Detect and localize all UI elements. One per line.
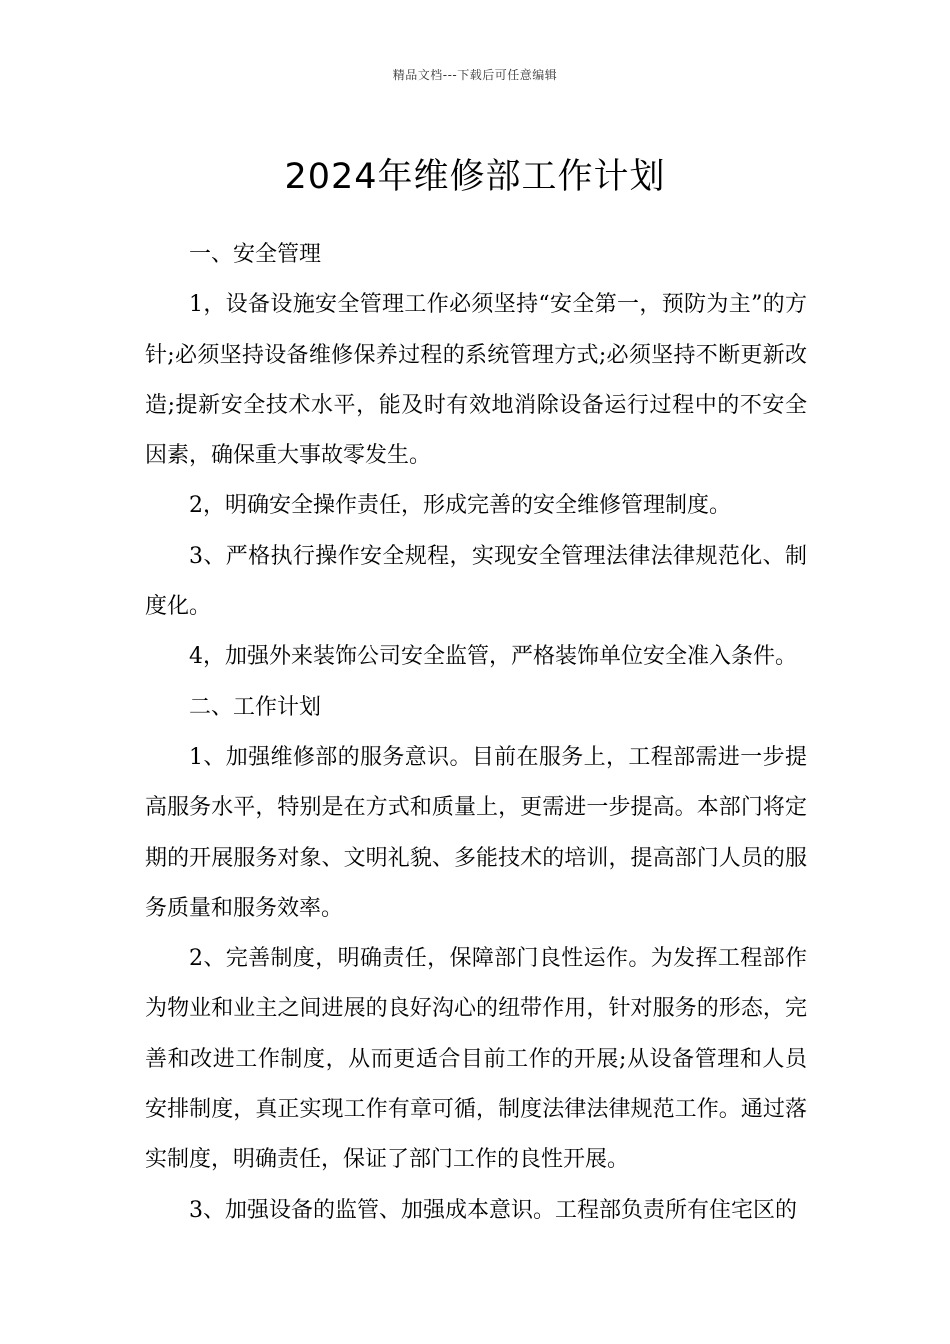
section-heading-work-plan: 二、工作计划 — [189, 694, 322, 720]
document-title: 2024年维修部工作计划 — [284, 157, 666, 198]
paragraph: 1、加强维修部的服务意识。目前在服务上，工程部需进一步提高服务水平，特别是在方式和质量上，更需进一步提高。本部门将定期的开展服务对象、文明礼貌、多能技术的培训，提高部门人员的服务质量和服务效率。 — [145, 744, 807, 921]
paragraph: 2、完善制度，明确责任，保障部门良性运作。为发挥工程部作为物业和业主之间进展的良好沟心的纽带作用，针对服务的形态，完善和改进工作制度，从而更适合目前工作的开展;从设备管理和人员安排制度，真正实现工作有章可循，制度法律法律规范工作。通过落实制度，明确责任，保证了部门工作的良性开展。 — [145, 946, 807, 1173]
header-note: 精品文档---下载后可任意编辑 — [392, 68, 558, 82]
paragraph: 3、严格执行操作安全规程，实现安全管理法律法律规范化、制度化。 — [145, 543, 807, 620]
paragraph: 3、加强设备的监管、加强成本意识。工程部负责所有住宅区的 — [189, 1197, 797, 1223]
section-heading-safety: 一、安全管理 — [189, 242, 322, 267]
paragraph: 4，加强外来装饰公司安全监管，严格装饰单位安全准入条件。 — [189, 644, 797, 670]
document-body — [145, 230, 807, 1236]
paragraph: 1，设备设施安全管理工作必须坚持“安全第一，预防为主”的方针;必须坚持设备维修保养过程的系统管理方式;必须坚持不断更新改造;提新安全技术水平，能及时有效地消除设备运行过程中的不安全因素，确保重大事故零发生。 — [145, 292, 807, 469]
paragraph: 2，明确安全操作责任，形成完善的安全维修管理制度。 — [189, 493, 731, 519]
